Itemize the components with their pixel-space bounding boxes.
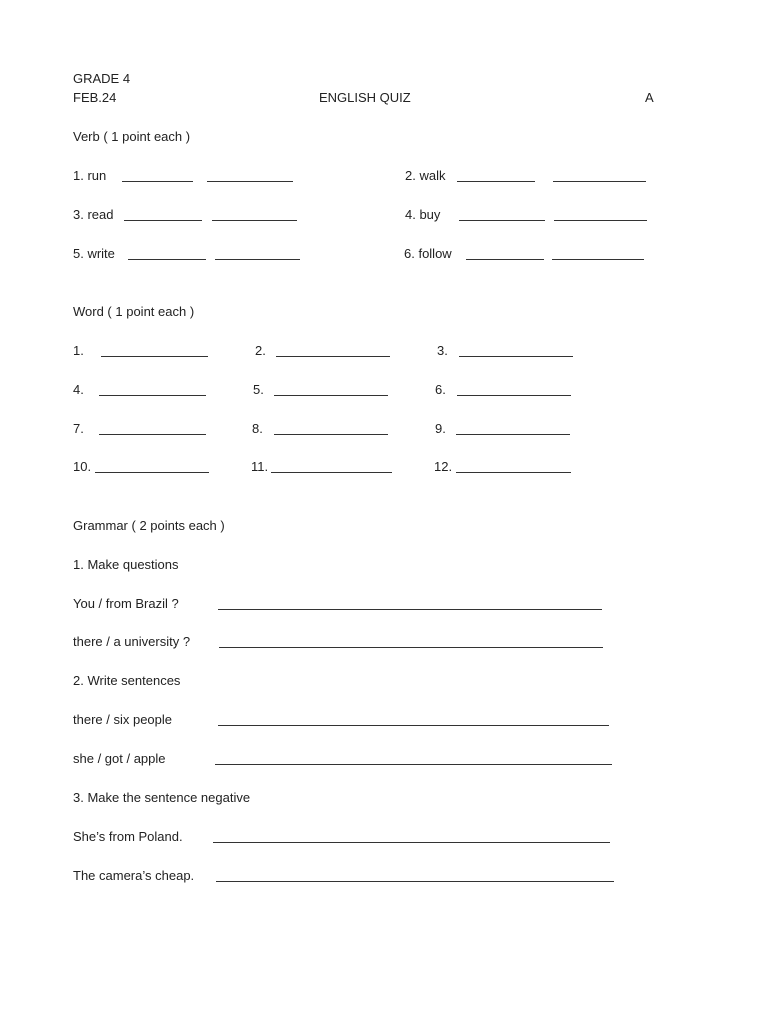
answer-line[interactable]	[218, 609, 602, 610]
answer-blank[interactable]	[99, 434, 206, 435]
answer-blank[interactable]	[95, 472, 209, 473]
answer-blank[interactable]	[456, 472, 571, 473]
answer-line[interactable]	[218, 725, 609, 726]
answer-blank[interactable]	[276, 356, 390, 357]
answer-blank[interactable]	[553, 181, 646, 182]
version-label: A	[645, 90, 654, 105]
grammar-part-title: 3. Make the sentence negative	[73, 790, 251, 805]
grammar-part-title: 2. Write sentences	[73, 673, 181, 688]
verb-item-label: 1. run	[73, 168, 107, 183]
answer-blank[interactable]	[101, 356, 208, 357]
answer-blank[interactable]	[212, 220, 297, 221]
verb-item-label: 4. buy	[405, 207, 441, 222]
answer-blank[interactable]	[466, 259, 544, 260]
grammar-prompt: she / got / apple	[73, 751, 166, 766]
word-item-label: 11.	[251, 459, 269, 474]
answer-blank[interactable]	[459, 356, 573, 357]
grammar-prompt: You / from Brazil ?	[73, 596, 179, 611]
word-item-label: 6.	[435, 382, 446, 397]
answer-blank[interactable]	[122, 181, 193, 182]
answer-line[interactable]	[213, 842, 610, 843]
answer-blank[interactable]	[274, 434, 388, 435]
word-item-label: 10.	[73, 459, 92, 474]
word-item-label: 12.	[434, 459, 453, 474]
answer-blank[interactable]	[271, 472, 392, 473]
grammar-section-heading: Grammar ( 2 points each )	[73, 518, 225, 533]
answer-blank[interactable]	[457, 395, 571, 396]
answer-line[interactable]	[219, 647, 603, 648]
answer-line[interactable]	[216, 881, 614, 882]
page-title: ENGLISH QUIZ	[319, 90, 411, 105]
answer-blank[interactable]	[207, 181, 293, 182]
word-item-label: 1.	[73, 343, 84, 358]
answer-blank[interactable]	[554, 220, 647, 221]
grade-label: GRADE 4	[73, 71, 131, 86]
grammar-part-title: 1. Make questions	[73, 557, 179, 572]
date-label: FEB.24	[73, 90, 117, 105]
grammar-prompt: there / six people	[73, 712, 173, 727]
answer-blank[interactable]	[215, 259, 300, 260]
verb-item-label: 3. read	[73, 207, 114, 222]
verb-item-label: 5. write	[73, 246, 115, 261]
word-item-label: 2.	[255, 343, 266, 358]
answer-blank[interactable]	[99, 395, 206, 396]
word-item-label: 4.	[73, 382, 84, 397]
answer-blank[interactable]	[124, 220, 202, 221]
word-item-label: 5.	[253, 382, 264, 397]
answer-blank[interactable]	[274, 395, 388, 396]
word-item-label: 7.	[73, 421, 84, 436]
answer-blank[interactable]	[459, 220, 545, 221]
word-item-label: 3.	[437, 343, 448, 358]
verb-item-label: 6. follow	[404, 246, 452, 261]
answer-line[interactable]	[215, 764, 612, 765]
answer-blank[interactable]	[128, 259, 206, 260]
verb-section-heading: Verb ( 1 point each )	[73, 129, 191, 144]
answer-blank[interactable]	[456, 434, 570, 435]
word-item-label: 8.	[252, 421, 263, 436]
word-section-heading: Word ( 1 point each )	[73, 304, 195, 319]
verb-item-label: 2. walk	[405, 168, 446, 183]
answer-blank[interactable]	[457, 181, 535, 182]
grammar-prompt: She’s from Poland.	[73, 829, 183, 844]
grammar-prompt: The camera’s cheap.	[73, 868, 195, 883]
answer-blank[interactable]	[552, 259, 644, 260]
grammar-prompt: there / a university ?	[73, 634, 191, 649]
word-item-label: 9.	[435, 421, 446, 436]
